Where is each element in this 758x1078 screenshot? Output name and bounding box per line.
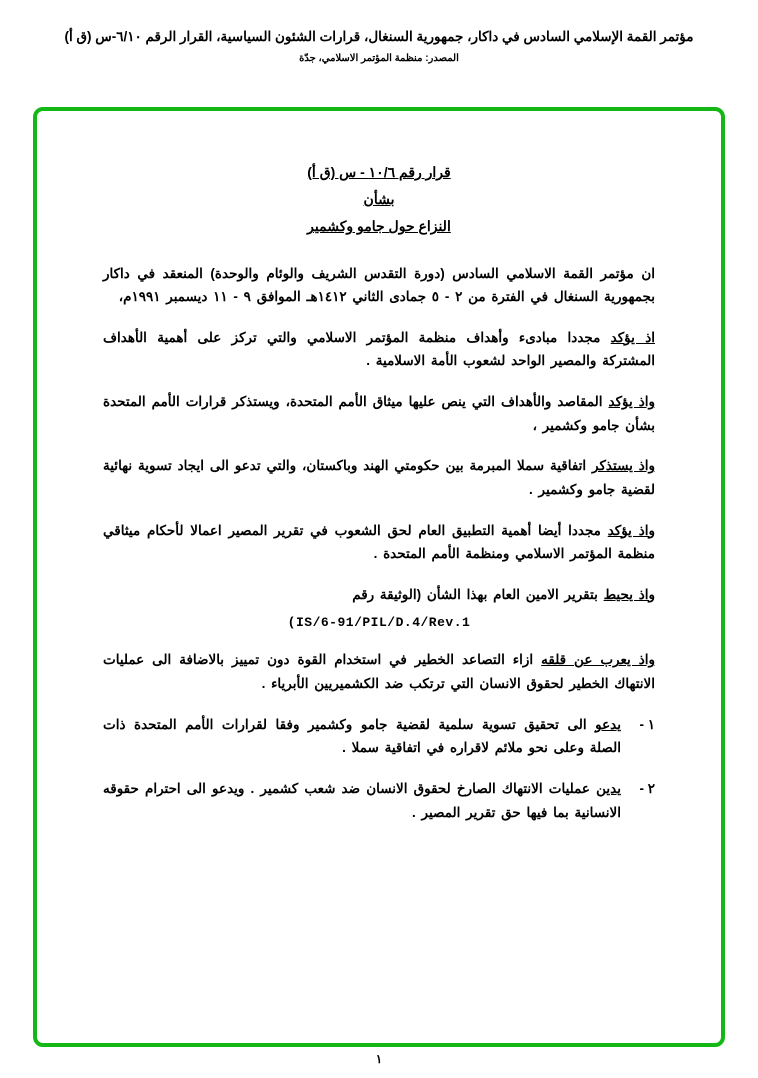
numbered-item-lead: يدين	[596, 780, 621, 796]
numbered-item-text: الى تحقيق تسوية سلمية لقضية جامو وكشمير وفقا لقرارات الأمم المتحدة ذات الصلة وعلى نحو ملائم لاقراره في اتفاقية سملا .	[103, 716, 621, 756]
header-source-line: المصدر: منظمة المؤتمر الاسلامي، جدّة	[299, 52, 459, 64]
page-number: ١	[375, 1052, 383, 1066]
paragraph	[103, 454, 655, 501]
paragraph	[103, 648, 655, 695]
paragraph-text: ان مؤتمر القمة الاسلامي السادس (دورة التقدس الشريف والوئام والوحدة) المنعقد في داكار بجمهورية السنغال في الفترة من ٢ - ٥ جمادى الثاني ١٤١٢هـ الموافق ٩ - ١١ ديسمبر ١٩٩١م،	[103, 265, 655, 305]
paragraph	[103, 583, 655, 607]
resolution-number: قرار رقم ١٠/٦ - س (ق أ)	[307, 164, 451, 180]
numbered-item-number: ٢ -	[639, 780, 655, 796]
paragraph-text: مجددا أيضا أهمية التطبيق العام لحق الشعوب في تقرير المصير اعمالا لأحكام ميثاقي منظمة المؤتمر الاسلامي ومنظمة الأمم المتحدة .	[103, 522, 655, 562]
resolution-subject: النزاع حول جامو وكشمير	[307, 218, 451, 235]
numbered-item-text: عمليات الانتهاك الصارخ لحقوق الانسان ضد شعب كشمير . ويدعو الى احترام حقوقه الانسانية بما فيها حق تقرير المصير .	[103, 780, 621, 820]
paragraph-lead: واذ يؤكد	[607, 522, 655, 538]
numbered-item	[103, 777, 655, 824]
paragraph-text: بتقرير الامين العام بهذا الشأن (الوثيقة رقم	[352, 586, 604, 602]
numbered-item	[103, 713, 655, 760]
paragraph-text: ازاء التصاعد الخطير في استخدام القوة دون تمييز بالاضافة الى عمليات الانتهاك الخطير لحقوق الانسان التي ترتكب ضد الكشميريين الأبرياء .	[103, 652, 655, 692]
document-body	[37, 111, 721, 1043]
header-title-line: مؤتمر القمة الإسلامي السادس في داكار، جمهورية السنغال، قرارات الشئون السياسية، القرار الرقم ٦/١٠-س (ق أ)	[64, 29, 694, 44]
paragraph-lead: واذ يؤكد	[608, 394, 655, 410]
paragraph-lead: واذ يحيط	[603, 586, 655, 602]
numbered-item-body	[103, 777, 621, 824]
paragraph-lead: اذ يؤكد	[610, 329, 655, 345]
numbered-item-lead: يدعو	[595, 716, 621, 732]
paragraph-text: اتفاقية سملا المبرمة بين حكومتي الهند وباكستان، والتي تدعو الى ايجاد تسوية نهائية لقضية جامو وكشمير .	[103, 458, 655, 497]
paragraph-text: مجددا مبادىء وأهداف منظمة المؤتمر الاسلامي والتي تركز على أهمية الأهداف المشتركة والمصير الواحد لشعوب الأمة الاسلامية .	[103, 329, 655, 369]
resolution-subject-label: بشأن	[363, 191, 395, 208]
green-border-frame	[33, 107, 725, 1047]
paragraph	[103, 326, 655, 373]
paragraph	[103, 390, 655, 437]
numbered-item-body	[103, 713, 621, 760]
document-header	[0, 0, 758, 64]
resolution-title-block	[103, 163, 655, 236]
paragraph	[103, 262, 655, 309]
paragraph-text: المقاصد والأهداف التي ينص عليها ميثاق الأمم المتحدة، ويستذكر قرارات الأمم المتحدة بشأن جامو وكشمير ،	[103, 394, 655, 433]
paragraph	[103, 519, 655, 566]
numbered-item-number: ١ -	[639, 716, 655, 732]
document-reference: (IS/6-91/PIL/D.4/Rev.1	[287, 615, 471, 631]
paragraph-lead: واذ يعرب عن قلقه	[541, 652, 655, 668]
paragraph-lead: واذ يستذكر	[592, 458, 655, 474]
